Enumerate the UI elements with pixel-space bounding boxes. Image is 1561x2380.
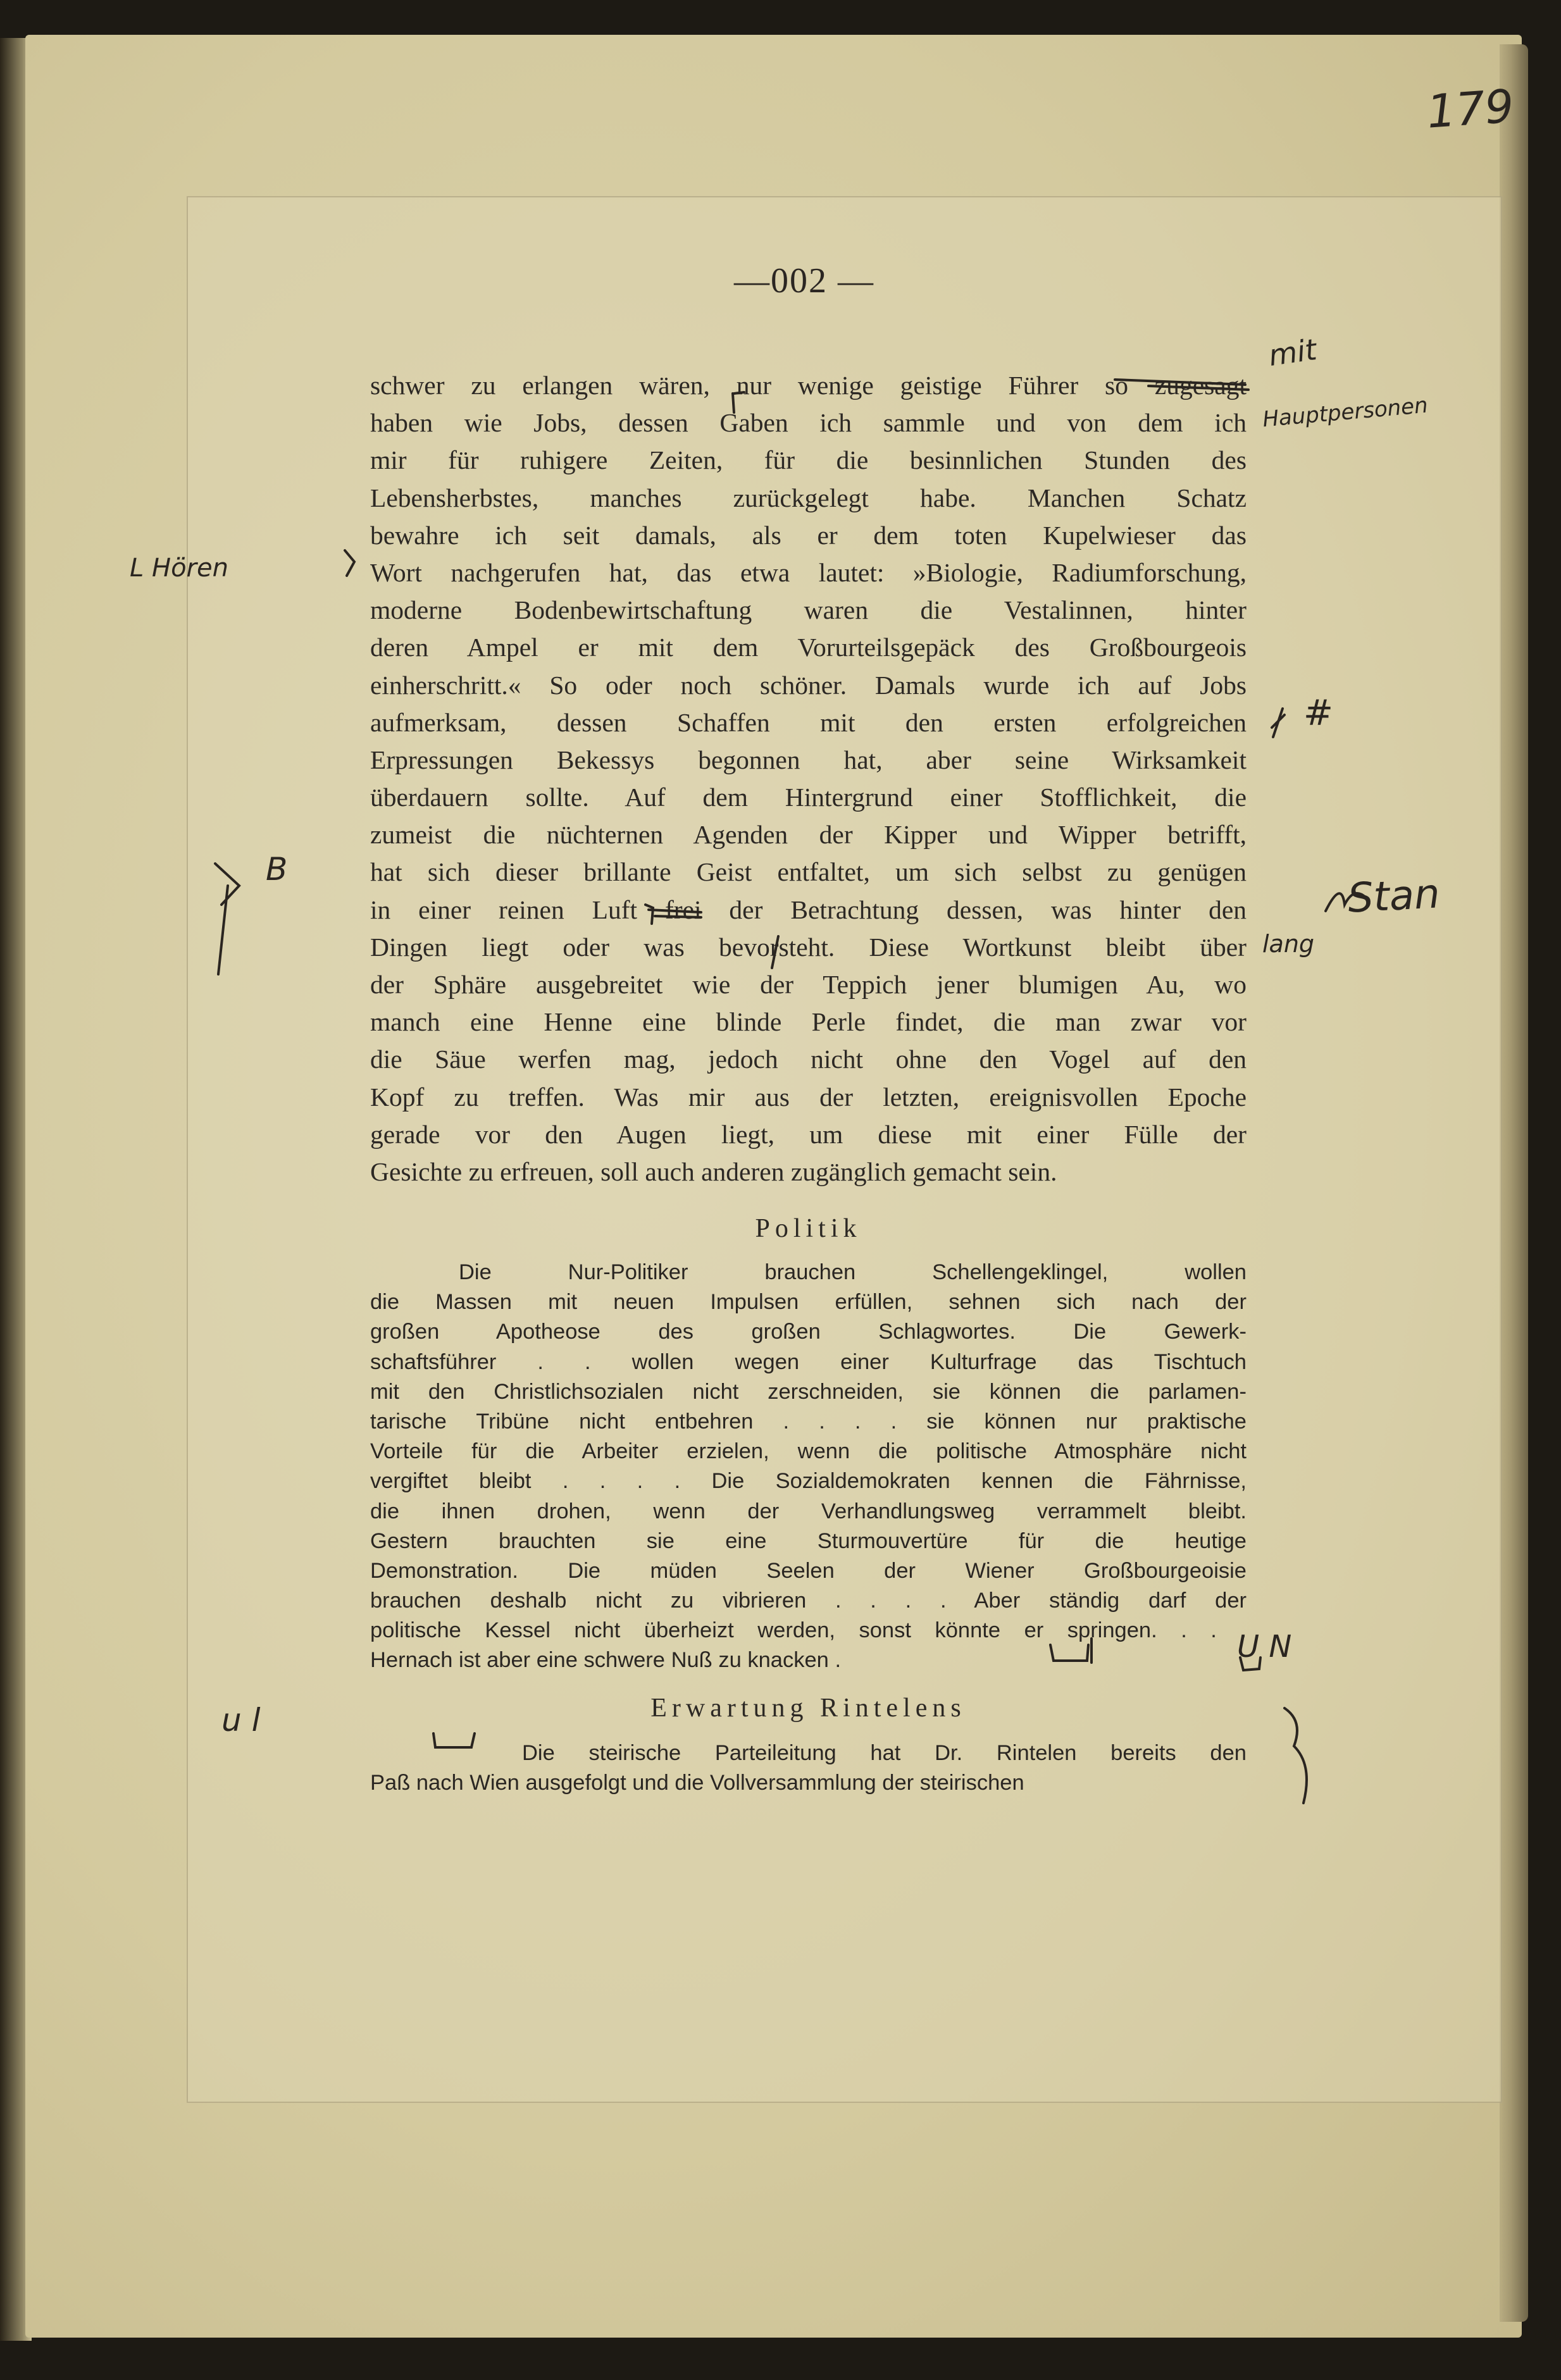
section1-line: mit den Christlichsozialen nicht zerschneiden, sie können die parlamen-: [370, 1379, 1247, 1404]
margin-note-hoeren: L Hören: [130, 554, 228, 583]
main-line: deren Ampel er mit dem Vorurteilsgepäck des Großbourgeois: [370, 633, 1247, 662]
main-line: hat sich dieser brillante Geist entfaltet, um sich selbst zu genügen: [370, 857, 1247, 887]
main-line: der Sphäre ausgebreitet wie der Teppich jener blumigen Au, wo: [370, 970, 1247, 999]
main-line: Erpressungen Bekessys begonnen hat, aber seine Wirksamkeit: [370, 745, 1247, 774]
section1-line: Hernach ist aber eine schwere Nuß zu knacken .: [370, 1648, 842, 1673]
main-line: bewahre ich seit damals, als er dem toten Kupelwieser das: [370, 520, 1247, 550]
main-line: einherschritt.« So oder noch schöner. Damals wurde ich auf Jobs: [370, 670, 1247, 700]
section1-line: Die Nur-Politiker brauchen Schellengeklingel, wollen: [459, 1260, 1247, 1284]
section1-line: tarische Tribüne nicht entbehren . . . . sie können nur praktische: [370, 1409, 1247, 1434]
printed-page-number: —002 —: [734, 261, 874, 301]
section1-line: Demonstration. Die müden Seelen der Wiener Großbourgeoisie: [370, 1558, 1247, 1583]
section2-line: Die steirische Parteileitung hat Dr. Rintelen bereits den: [522, 1741, 1247, 1765]
margin-note-ul: u l: [221, 1702, 261, 1739]
section1-line: die ihnen drohen, wenn der Verhandlungsweg verrammelt bleibt.: [370, 1499, 1247, 1523]
main-line: gerade vor den Augen liegt, um diese mit einer Fülle der: [370, 1119, 1247, 1149]
section1-line: Gestern brauchten sie eine Sturmouvertüre für die heutige: [370, 1528, 1247, 1553]
strikethrough-frei: [649, 910, 701, 912]
main-line: Gesichte zu erfreuen, soll auch anderen zugänglich gemacht sein.: [370, 1156, 1057, 1186]
main-line: manch eine Henne eine blinde Perle findet, die man zwar vor: [370, 1007, 1247, 1037]
margin-note-un: U N: [1237, 1629, 1292, 1664]
space-mark-2: [433, 1733, 475, 1747]
left-brace-mark: [215, 864, 239, 974]
main-line: aufmerksam, dessen Schaffen mit den ersten erfolgreichen: [370, 707, 1247, 737]
section1-line: die Massen mit neuen Impulsen erfüllen, sehnen sich nach der: [370, 1290, 1247, 1315]
main-line: überdauern sollte. Auf dem Hintergrund einer Stofflichkeit, die: [370, 783, 1247, 812]
insertion-mark: [733, 392, 744, 412]
margin-note-lang: lang: [1262, 930, 1315, 958]
margin-note-stan: Stan: [1346, 871, 1441, 922]
margin-note-hauptpersonen: Hauptpersonen: [1261, 392, 1429, 433]
section1-line: schaftsführer . . wollen wegen einer Kulturfrage das Tischtuch: [370, 1349, 1247, 1374]
section1-line: Vorteile für die Arbeiter erzielen, wenn die politische Atmosphäre nicht: [370, 1439, 1247, 1464]
margin-note-b: B: [266, 851, 288, 888]
main-line: Dingen liegt oder was bevorsteht. Diese Wortkunst bleibt über: [370, 932, 1247, 962]
folio-number: 179: [1425, 79, 1516, 139]
right-brace-mark: [1284, 1708, 1307, 1803]
main-line: mir für ruhigere Zeiten, für die besinnlichen Stunden des: [370, 445, 1247, 475]
margin-note-mit: mit: [1266, 332, 1319, 373]
space-mark-1: [1050, 1645, 1088, 1661]
main-line: moderne Bodenbewirtschaftung waren die Vestalinnen, hinter: [370, 595, 1247, 625]
section-heading-politik: Politik: [755, 1214, 862, 1243]
section1-line: politische Kessel nicht überheizt werden, sonst könnte er springen. . . .: [370, 1618, 1247, 1643]
section1-line: brauchen deshalb nicht zu vibrieren . . . . Aber ständig darf der: [370, 1589, 1247, 1613]
left-bracket-mark: [345, 550, 354, 576]
section-heading-rintelen: Erwartung Rintelens: [650, 1694, 966, 1723]
main-line: Kopf zu treffen. Was mir aus der letzten, ereignisvollen Epoche: [370, 1082, 1247, 1112]
main-line: haben wie Jobs, dessen Gaben ich sammle und von dem ich: [370, 408, 1247, 438]
main-line: schwer zu erlangen wären, nur wenige geistige Führer so zugesagt: [370, 371, 1247, 400]
main-line: Lebensherbstes, manches zurückgelegt habe. Manchen Schatz: [370, 483, 1247, 512]
section1-line: großen Apotheose des großen Schlagwortes. Die Gewerk-: [370, 1320, 1247, 1344]
section1-line: vergiftet bleibt . . . . Die Sozialdemokraten kennen die Fährnisse,: [370, 1469, 1247, 1494]
main-line: zumeist die nüchternen Agenden der Kipper und Wipper betrifft,: [370, 820, 1247, 850]
margin-note-hash: #: [1303, 693, 1333, 734]
main-line: die Säue werfen mag, jedoch nicht ohne den Vogel auf den: [370, 1044, 1247, 1074]
main-line: Wort nachgerufen hat, das etwa lautet: »Biologie, Radiumforschung,: [370, 557, 1247, 587]
right-scribble: [1326, 893, 1367, 911]
strikethrough-zugesagt: [1115, 380, 1245, 385]
main-line: in einer reinen Luft frei der Betrachtung dessen, was hinter den: [370, 895, 1247, 924]
section2-line: Paß nach Wien ausgefolgt und die Vollversammlung der steirischen: [370, 1771, 1024, 1795]
